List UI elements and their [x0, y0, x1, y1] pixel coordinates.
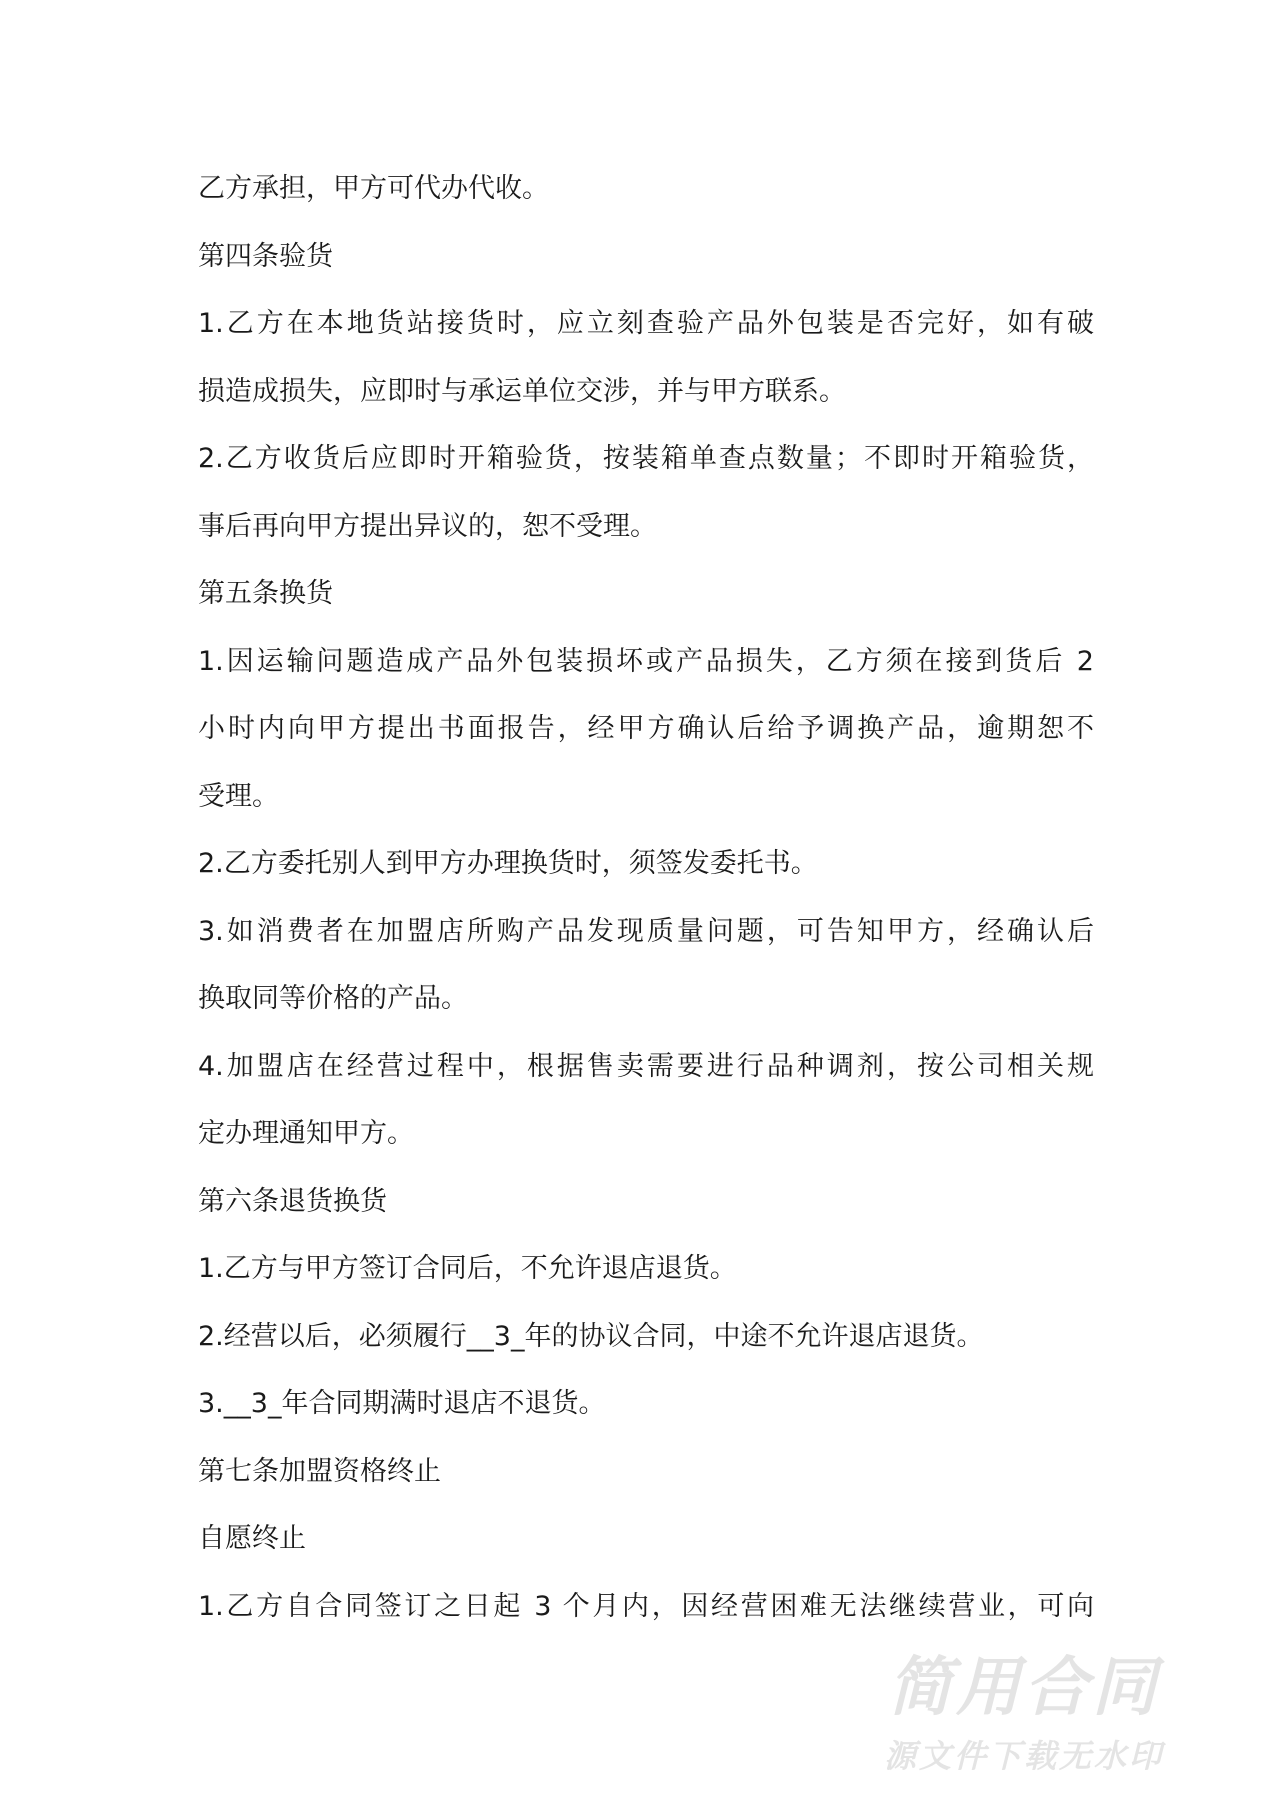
text-line: 4.加盟店在经营过程中，根据售卖需要进行品种调剂，按公司相关规: [198, 1050, 1094, 1082]
text-line: 小时内向甲方提出书面报告，经甲方确认后给予调换产品，逾期恕不: [198, 713, 1094, 744]
text-line: 第七条加盟资格终止: [198, 1455, 441, 1487]
text-line: 2.乙方收货后应即时开箱验货，按装箱单查点数量；不即时开箱验货，: [198, 443, 1094, 474]
text-line: 第六条退货换货: [198, 1185, 387, 1217]
watermark-brand: 简用合同: [888, 1651, 1160, 1725]
text-line: 损造成损失，应即时与承运单位交涉，并与甲方联系。: [198, 375, 846, 407]
watermark-tagline: 源文件下载无水印: [884, 1737, 1165, 1775]
text-line: 第四条验货: [198, 240, 333, 272]
text-line: 事后再向甲方提出异议的，恕不受理。: [198, 510, 657, 542]
text-line: 1.乙方与甲方签订合同后，不允许退店退货。: [198, 1253, 737, 1284]
text-line: 受理。: [198, 780, 279, 812]
text-line: 乙方承担，甲方可代办代收。: [198, 173, 549, 204]
text-line: 第五条换货: [198, 578, 333, 609]
text-line: 换取同等价格的产品。: [198, 983, 468, 1014]
text-line: 自愿终止: [198, 1523, 306, 1554]
document-body: [198, 155, 1094, 1640]
text-line: 1.乙方在本地货站接货时，应立刻查验产品外包装是否完好，如有破: [198, 308, 1094, 339]
text-line: 3.__3_年合同期满时退店不退货。: [198, 1388, 606, 1419]
text-line: 2.乙方委托别人到甲方办理换货时，须签发委托书。: [198, 848, 818, 879]
text-line: 2.经营以后，必须履行__3_年的协议合同，中途不允许退店退货。: [198, 1320, 984, 1352]
text-line: 定办理通知甲方。: [198, 1118, 414, 1149]
text-line: 3.如消费者在加盟店所购产品发现质量问题，可告知甲方，经确认后: [198, 915, 1094, 947]
text-line: 1.因运输问题造成产品外包装损坏或产品损失，乙方须在接到货后 2: [198, 645, 1094, 677]
text-line: 1.乙方自合同签订之日起 3 个月内，因经营困难无法继续营业，可向: [198, 1590, 1094, 1622]
